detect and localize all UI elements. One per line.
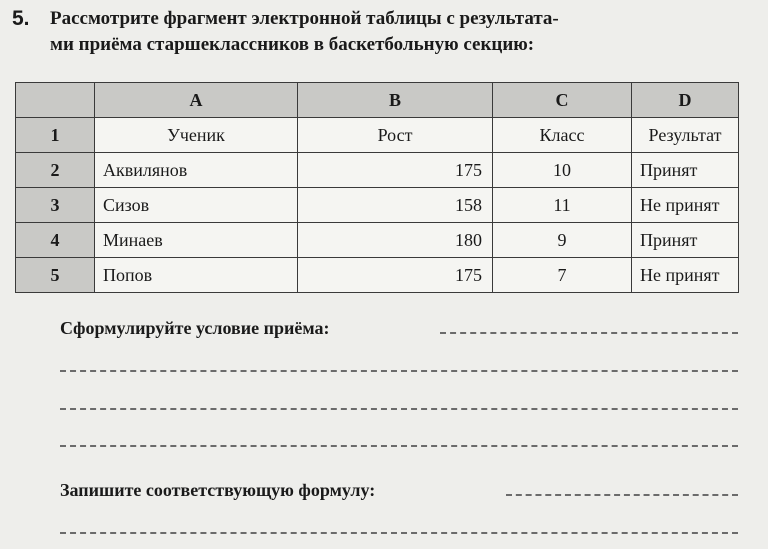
cell-c1: Класс xyxy=(493,118,632,153)
cell-d5: Не принят xyxy=(632,258,739,293)
task-text-line-1: Рассмотрите фрагмент электронной таблицы с результата- xyxy=(50,8,559,29)
cell-d2: Принят xyxy=(632,153,739,188)
task-number: 5. xyxy=(12,7,30,30)
cell-a4: Минаев xyxy=(95,223,298,258)
column-header-b: B xyxy=(298,83,493,118)
answer-line xyxy=(60,532,738,534)
cell-b2: 175 xyxy=(298,153,493,188)
answer-line xyxy=(506,494,738,496)
row-number: 1 xyxy=(16,118,95,153)
row-number: 2 xyxy=(16,153,95,188)
cell-c5: 7 xyxy=(493,258,632,293)
formula-question: Запишите соответствующую формулу: xyxy=(60,480,376,500)
cell-a5: Попов xyxy=(95,258,298,293)
cell-d1: Результат xyxy=(632,118,739,153)
cell-d4: Принят xyxy=(632,223,739,258)
cell-d3: Не принят xyxy=(632,188,739,223)
cell-b1: Рост xyxy=(298,118,493,153)
task-text-line-2: ми приёма старшеклассников в баскетбольную секцию: xyxy=(50,34,535,55)
table-row xyxy=(16,258,739,293)
table-row xyxy=(16,153,739,188)
table-row xyxy=(16,118,739,153)
cell-b3: 158 xyxy=(298,188,493,223)
cell-c3: 11 xyxy=(493,188,632,223)
task-block xyxy=(12,6,752,58)
answer-line xyxy=(440,332,738,334)
answer-line xyxy=(60,445,738,447)
answer-line xyxy=(60,370,738,372)
task-text xyxy=(50,6,752,58)
condition-question: Сформулируйте условие приёма: xyxy=(60,318,330,338)
table-row xyxy=(16,188,739,223)
cell-b5: 175 xyxy=(298,258,493,293)
cell-a2: Аквилянов xyxy=(95,153,298,188)
column-header-row xyxy=(16,83,739,118)
row-number: 5 xyxy=(16,258,95,293)
answer-line xyxy=(60,408,738,410)
column-header-a: A xyxy=(95,83,298,118)
row-number: 4 xyxy=(16,223,95,258)
cell-a1: Ученик xyxy=(95,118,298,153)
spreadsheet-table xyxy=(15,82,739,293)
row-number: 3 xyxy=(16,188,95,223)
column-header-c: C xyxy=(493,83,632,118)
cell-c4: 9 xyxy=(493,223,632,258)
column-header-d: D xyxy=(632,83,739,118)
corner-cell xyxy=(16,83,95,118)
cell-c2: 10 xyxy=(493,153,632,188)
cell-a3: Сизов xyxy=(95,188,298,223)
cell-b4: 180 xyxy=(298,223,493,258)
table-row xyxy=(16,223,739,258)
